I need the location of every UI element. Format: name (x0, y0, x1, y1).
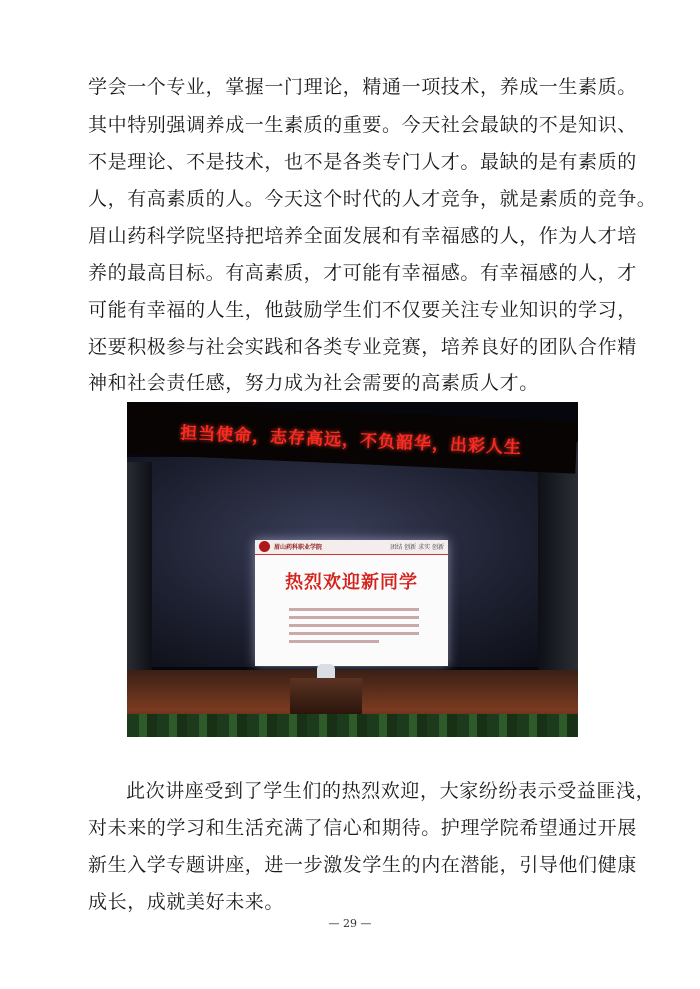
page-number: — 29 — (328, 917, 372, 930)
paragraph-line: 新生入学专题讲座，进一步激发学生的内在潜能，引导他们健康 (88, 854, 637, 876)
screen-text-line (289, 640, 379, 643)
screen-text-line (289, 616, 419, 619)
paragraph-line: 人，有高素质的人。今天这个时代的人才竞争，就是素质的竞争。 (88, 188, 657, 210)
led-banner: 担当使命，志存高远，不负韶华，出彩人生 (127, 402, 578, 474)
screen-motto: 团结 创新 求实 创新 (390, 544, 444, 551)
paragraph-line: 眉山药科学院坚持把培养全面发展和有幸福感的人，作为人才培 (88, 225, 637, 247)
paragraph-line: 可能有幸福的人生，他鼓励学生们不仅要关注专业知识的学习， (88, 299, 637, 321)
stage-curtain-right (538, 442, 578, 672)
screen-school-name: 眉山药科职业学院 (274, 544, 323, 551)
lecture-photo (127, 402, 578, 737)
paragraph-line: 养的最高目标。有高素质，才可能有幸福感。有幸福感的人，才 (88, 262, 637, 284)
paragraph-line: 神和社会责任感，努力成为社会需要的高素质人才。 (88, 372, 539, 394)
screen-title: 热烈欢迎新同学 (285, 572, 418, 593)
paragraph-line: 学会一个专业，掌握一门理论，精通一项技术，养成一生素质。 (88, 76, 637, 98)
screen-header (255, 540, 448, 555)
paragraph-line: 对未来的学习和生活充满了信心和期待。护理学院希望通过开展 (88, 817, 637, 839)
screen-text-line (289, 632, 419, 635)
paragraph-line: 其中特别强调养成一生素质的重要。今天社会最缺的不是知识、 (88, 114, 637, 136)
stage-plants (127, 714, 578, 737)
paragraph-line: 此次讲座受到了学生们的热烈欢迎，大家纷纷表示受益匪浅， (126, 780, 656, 802)
stage-curtain-left (127, 462, 152, 677)
paragraph-line: 成长，成就美好未来。 (88, 891, 285, 913)
screen-text-line (289, 608, 419, 611)
screen-text-line (289, 624, 419, 627)
school-logo-icon (259, 541, 270, 552)
paragraph-line: 不是理论、不是技术，也不是各类专门人才。最缺的是有素质的 (88, 151, 637, 173)
podium (290, 678, 362, 714)
paragraph-line: 还要积极参与社会实践和各类专业竞赛，培养良好的团队合作精 (88, 336, 637, 358)
projection-screen (255, 540, 448, 666)
